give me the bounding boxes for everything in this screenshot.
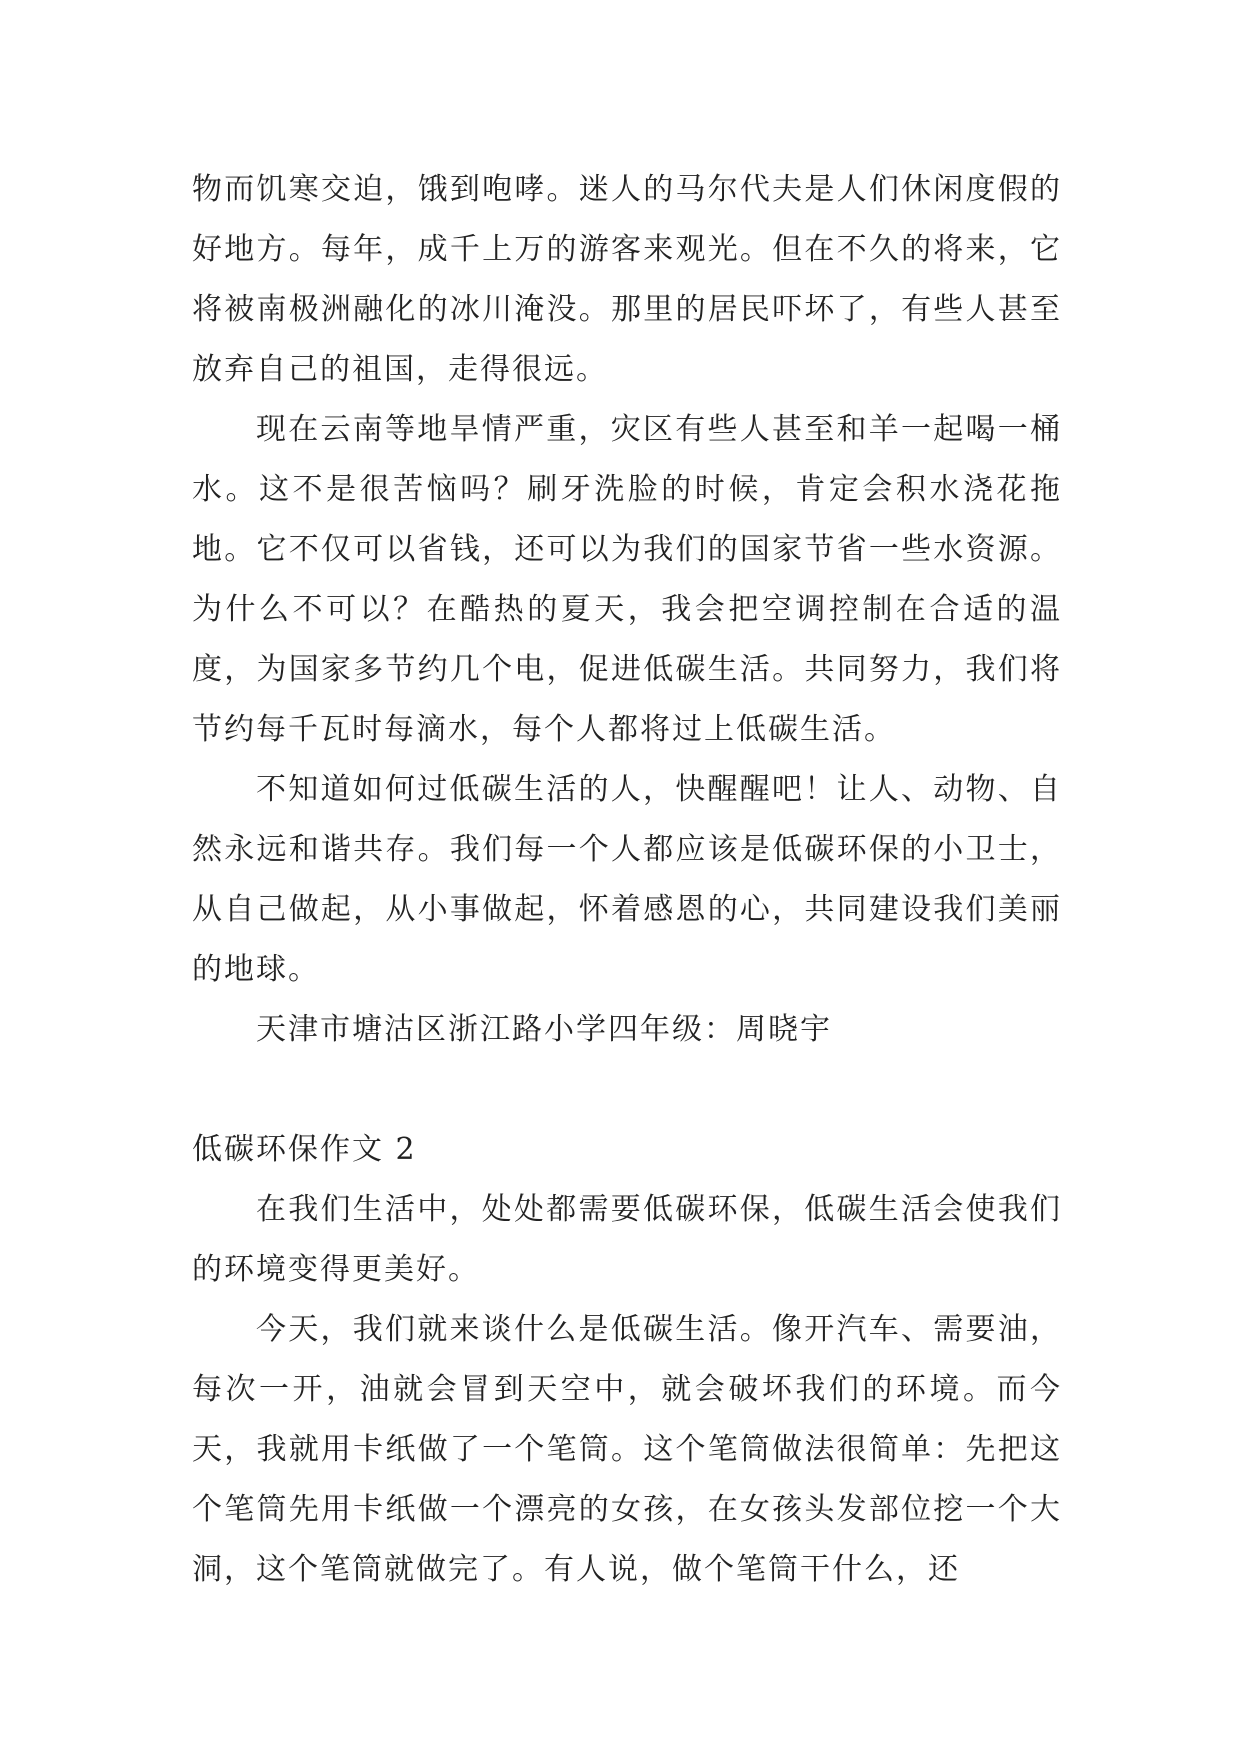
paragraph-yunnan-drought: 现在云南等地旱情严重，灾区有些人甚至和羊一起喝一桶水。这不是很苦恼吗？刷牙洗脸的时候，肯定会积水浇花拖地。它不仅可以省钱，还可以为我们的国家节省一些水资源。为什么不可以？在酷热的夏天，我会把空调控制在合适的温度，为国家多节约几个电，促进低碳生活。共同努力，我们将节约每千瓦时每滴水，每个人都将过上低碳生活。	[192, 412, 1062, 747]
document-body	[192, 160, 1062, 1600]
paragraph-continuation: 物而饥寒交迫，饿到咆哮。迷人的马尔代夫是人们休闲度假的好地方。每年，成千上万的游客来观光。但在不久的将来，它将被南极洲融化的冰川淹没。那里的居民吓坏了，有些人甚至放弃自己的祖国，走得很远。	[192, 172, 1062, 387]
essay-title: 低碳环保作文 2	[192, 1132, 417, 1167]
section-spacer	[192, 1060, 1062, 1120]
paragraph-pen-holder: 今天，我们就来谈什么是低碳生活。像开汽车、需要油，每次一开，油就会冒到天空中，就会破坏我们的环境。而今天，我就用卡纸做了一个笔筒。这个笔筒做法很简单：先把这个笔筒先用卡纸做一个漂亮的女孩，在女孩头发部位挖一个大洞，这个笔筒就做完了。有人说，做个笔筒干什么，还	[192, 1312, 1062, 1587]
paragraph-wake-up: 不知道如何过低碳生活的人，快醒醒吧！让人、动物、自然永远和谐共存。我们每一个人都应该是低碳环保的小卫士，从自己做起，从小事做起，怀着感恩的心，共同建设我们美丽的地球。	[192, 772, 1062, 987]
author-signature: 天津市塘沽区浙江路小学四年级：周晓宇	[256, 1012, 832, 1047]
paragraph-intro: 在我们生活中，处处都需要低碳环保，低碳生活会使我们的环境变得更美好。	[192, 1192, 1062, 1287]
